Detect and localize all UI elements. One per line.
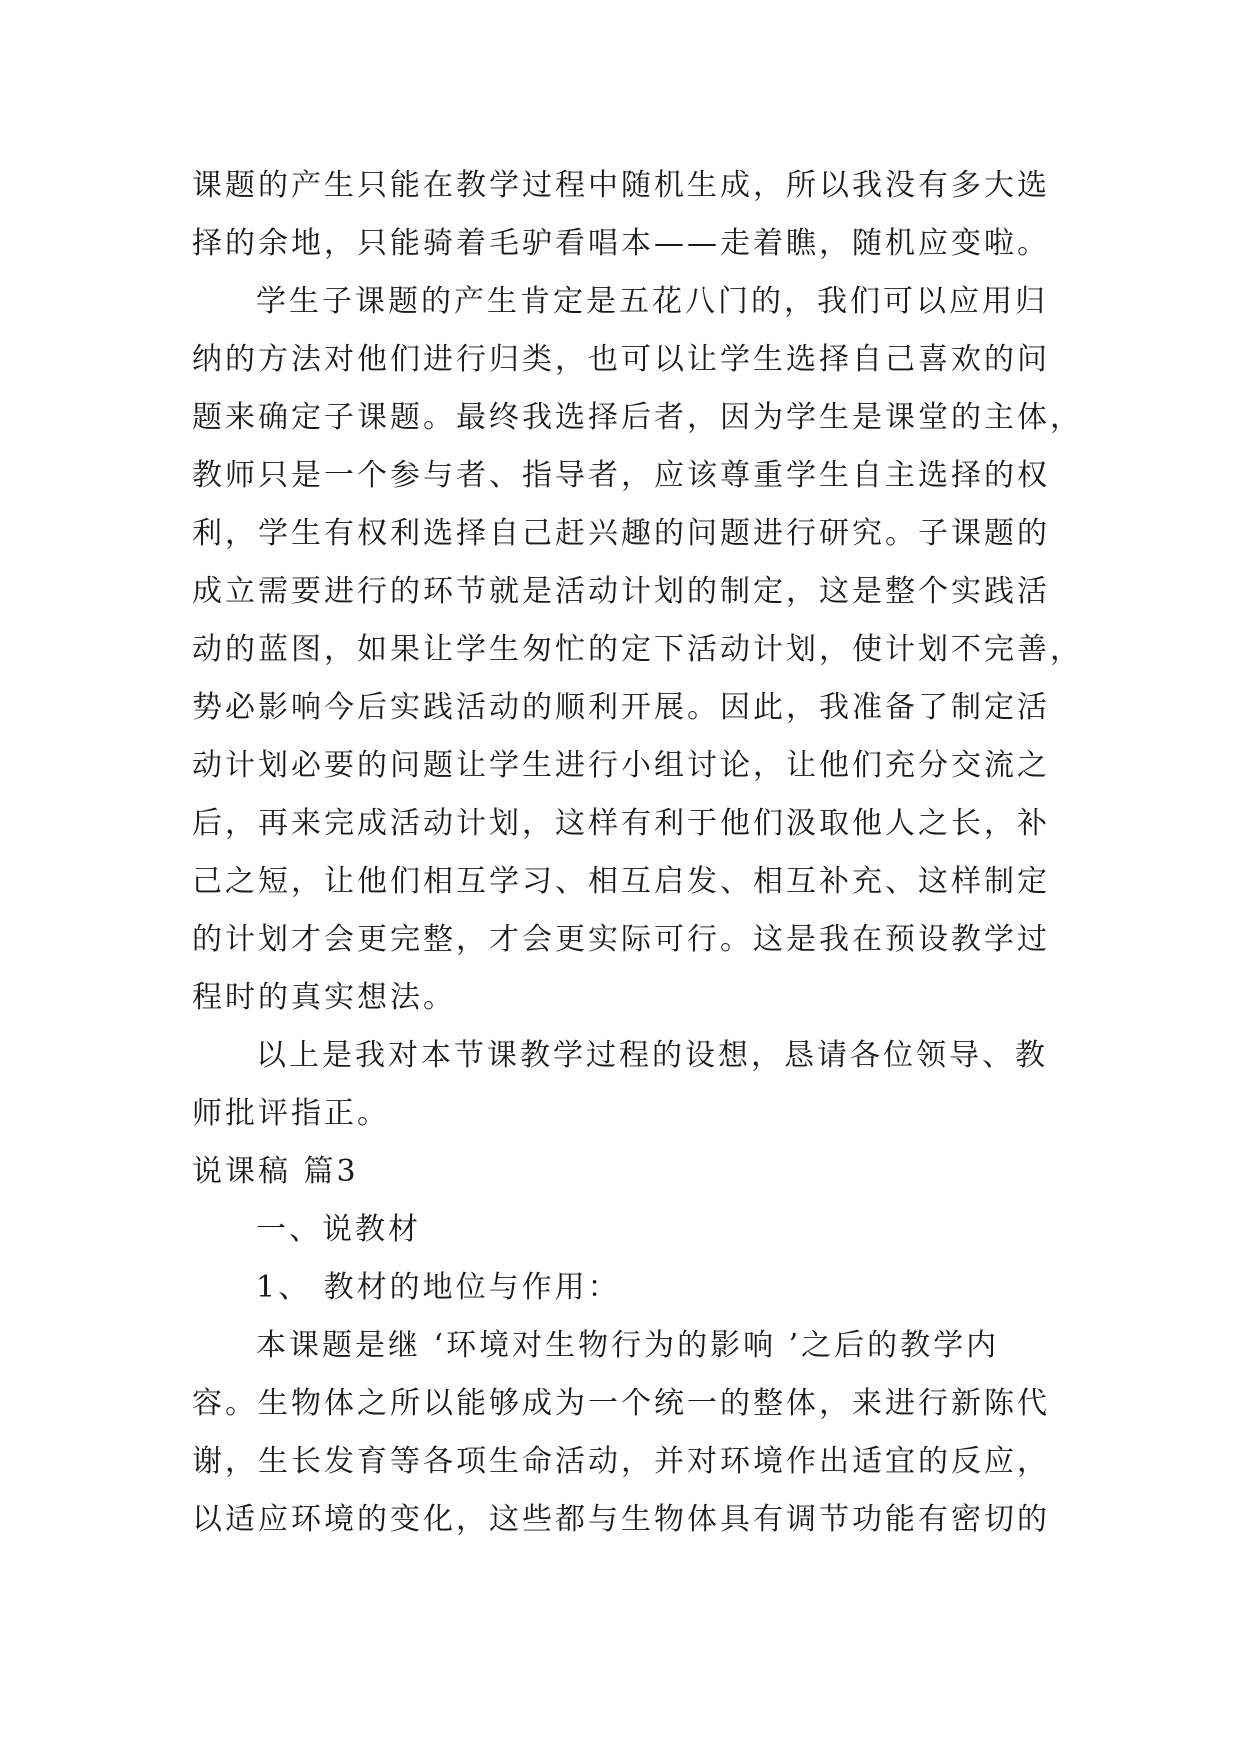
text-line: 动的蓝图，如果让学生匆忙的定下活动计划，使计划不完善， — [192, 632, 1083, 667]
text-line: 教师只是一个参与者、指导者，应该尊重学生自主选择的权 — [192, 458, 1050, 493]
paragraph-line: 学生子课题的产生肯定是五花八门的，我们可以应用归 — [256, 284, 1048, 319]
text-line: 利，学生有权利选择自己赶兴趣的问题进行研究。子课题的 — [192, 516, 1050, 551]
text-line: 择的余地，只能骑着毛驴看唱本——走着瞧，随机应变啦。 — [192, 226, 1050, 261]
text-line: 师批评指正。 — [192, 1096, 390, 1131]
text-line: 纳的方法对他们进行归类，也可以让学生选择自己喜欢的问 — [192, 342, 1050, 377]
text-line: 动计划必要的问题让学生进行小组讨论，让他们充分交流之 — [192, 748, 1050, 783]
text-line: 谢，生长发育等各项生命活动，并对环境作出适宜的反应， — [192, 1444, 1050, 1479]
section-heading: 说课稿 篇3 — [192, 1154, 359, 1189]
text-line: 课题的产生只能在教学过程中随机生成，所以我没有多大选 — [192, 168, 1050, 203]
text-line: 题来确定子课题。最终我选择后者，因为学生是课堂的主体， — [192, 400, 1083, 435]
numbered-heading: 1、 教材的地位与作用： — [256, 1270, 621, 1305]
text-line: 己之短，让他们相互学习、相互启发、相互补充、这样制定 — [192, 864, 1050, 899]
text-line: 后，再来完成活动计划，这样有利于他们汲取他人之长，补 — [192, 806, 1050, 841]
text-line: 容。生物体之所以能够成为一个统一的整体，来进行新陈代 — [192, 1386, 1050, 1421]
paragraph-line: 以上是我对本节课教学过程的设想，恳请各位领导、教 — [256, 1038, 1048, 1073]
text-line: 以适应环境的变化，这些都与生物体具有调节功能有密切的 — [192, 1502, 1050, 1537]
text-line: 成立需要进行的环节就是活动计划的制定，这是整个实践活 — [192, 574, 1050, 609]
paragraph-line: 本课题是继 ‘环境对生物行为的影响 ’之后的教学内 — [256, 1328, 1000, 1363]
subsection-heading: 一、说教材 — [256, 1212, 421, 1247]
text-line: 程时的真实想法。 — [192, 980, 456, 1015]
text-line: 的计划才会更完整，才会更实际可行。这是我在预设教学过 — [192, 922, 1050, 957]
text-line: 势必影响今后实践活动的顺利开展。因此，我准备了制定活 — [192, 690, 1050, 725]
